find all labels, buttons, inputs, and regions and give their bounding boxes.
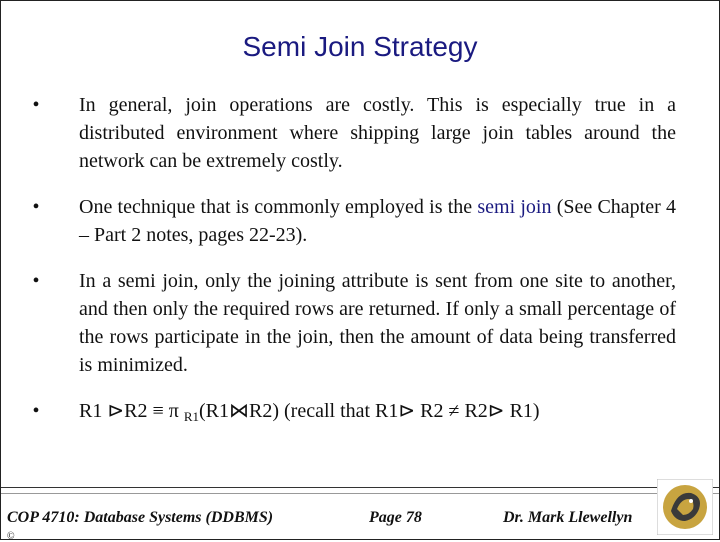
copyright-mark: ©: [7, 531, 15, 542]
footer-page-number: Page 78: [369, 509, 422, 526]
university-logo-icon: [657, 479, 713, 535]
footer-course: COP 4710: Database Systems (DDBMS): [7, 509, 274, 526]
bullet-marker: •: [32, 400, 40, 422]
formula-subscript: R1: [183, 409, 199, 424]
slide-title: Semi Join Strategy: [242, 31, 478, 62]
bullet-item: [31, 267, 676, 379]
bullet-list: [31, 91, 676, 431]
bullet-item: [31, 397, 676, 431]
formula-text: R1 ⊳R2 ≡ π: [79, 400, 184, 422]
bullet-marker: •: [32, 270, 40, 292]
bullet-text: (See Chapter 4 – Part 2 notes, pages 22-23).: [79, 196, 676, 246]
bullet-item: [31, 193, 676, 249]
bullet-marker: •: [32, 94, 40, 116]
footer-divider-secondary: [1, 493, 719, 494]
bullet-text: In general, join operations are costly. This is especially true in a distributed environment where shipping large join tables around the network can be extremely costly.: [79, 94, 676, 172]
footer-divider: [1, 487, 719, 488]
bullet-item: [31, 91, 676, 175]
footer-author: Dr. Mark Llewellyn: [503, 509, 633, 526]
formula-text: (R1⋈R2) (recall that R1⊳ R2 ≠ R2⊳ R1): [199, 400, 540, 422]
semi-join-link[interactable]: semi join: [477, 196, 552, 218]
bullet-text: One technique that is commonly employed is the: [79, 196, 478, 218]
bullet-text: In a semi join, only the joining attribute is sent from one site to another, and then only the required rows are returned. If only a small percentage of the rows participate in the join, then the amount of data being transferred is minimized.: [79, 270, 676, 376]
bullet-marker: •: [32, 196, 40, 218]
